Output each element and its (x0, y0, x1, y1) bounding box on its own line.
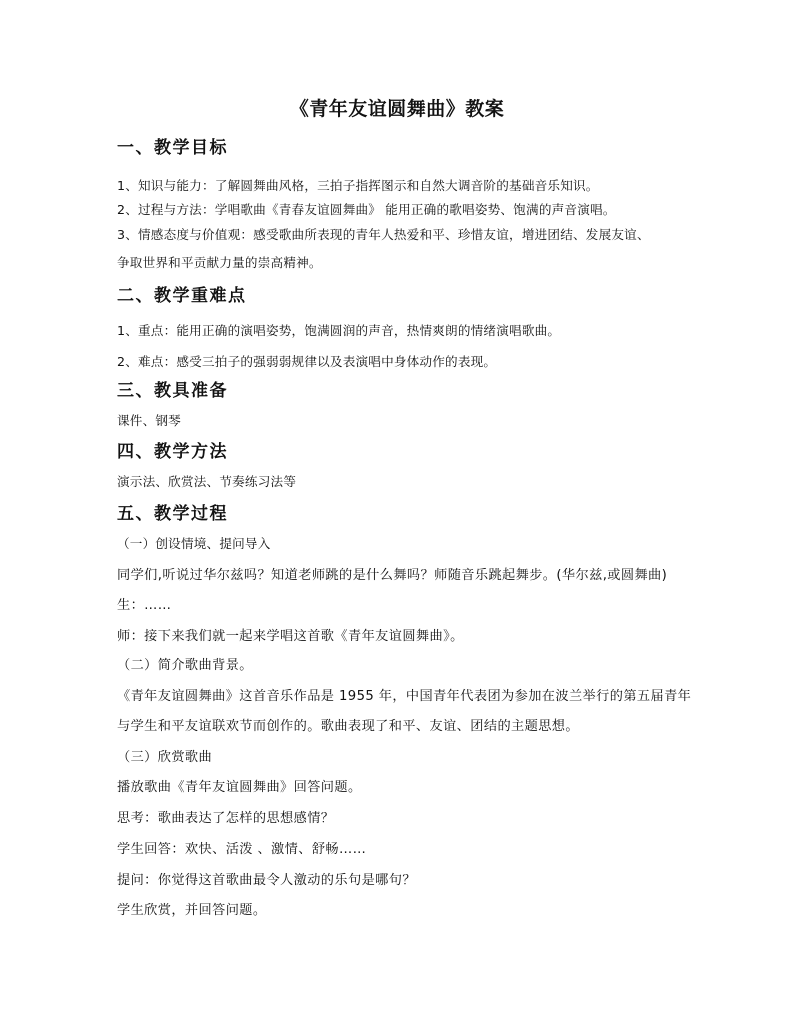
paragraph-line: 提问：你觉得这首歌曲最令人激动的乐句是哪句？ (117, 873, 416, 888)
subsection-heading: （三）欣赏歌曲 (117, 750, 213, 765)
paragraph-line: 同学们,听说过华尔兹吗？知道老师跳的是什么舞吗？师随音乐跳起舞步。(华尔兹,或圆舞曲) (117, 568, 668, 583)
paragraph-line: 1、知识与能力：了解圆舞曲风格，三拍子指挥图示和自然大调音阶的基础音乐知识。 (117, 178, 599, 193)
paragraph-line: 与学生和平友谊联欢节而创作的。歌曲表现了和平、友谊、团结的主题思想。 (117, 719, 579, 734)
paragraph-line: 2、过程与方法：学唱歌曲《青春友谊圆舞曲》 能用正确的歌唱姿势、饱满的声音演唱。 (117, 202, 616, 217)
paragraph-line: 师：接下来我们就一起来学唱这首歌《青年友谊圆舞曲》。 (117, 629, 464, 644)
paragraph-line: 学生欣赏，并回答问题。 (117, 903, 267, 918)
section-heading-teaching-process: 五、教学过程 (117, 504, 228, 524)
section-heading-teaching-aids: 三、教具准备 (117, 381, 228, 401)
paragraph-line: 生：…… (117, 598, 172, 613)
paragraph-line: 争取世界和平贡献力量的崇高精神。 (117, 255, 322, 270)
subsection-heading: （一）创设情境、提问导入 (117, 536, 271, 551)
paragraph-line: 1、重点：能用正确的演唱姿势，饱满圆润的声音，热情爽朗的情绪演唱歌曲。 (117, 323, 561, 338)
paragraph-line: 《青年友谊圆舞曲》这首音乐作品是 1955 年，中国青年代表团为参加在波兰举行的第五届青年 (117, 689, 692, 704)
paragraph-line: 课件、钢琴 (117, 413, 181, 428)
paragraph-line: 2、难点：感受三拍子的强弱弱规律以及表演唱中身体动作的表现。 (117, 354, 497, 369)
paragraph-line: 思考：歌曲表达了怎样的思想感情？ (117, 811, 335, 826)
paragraph-line: 演示法、欣赏法、节奏练习法等 (117, 474, 297, 489)
section-heading-teaching-methods: 四、教学方法 (117, 442, 228, 462)
paragraph-line: 播放歌曲《青年友谊圆舞曲》回答问题。 (117, 780, 362, 795)
paragraph-line: 学生回答：欢快、活泼 、激情、舒畅…… (117, 842, 367, 857)
subsection-heading: （二）简介歌曲背景。 (117, 658, 253, 673)
section-heading-teaching-goals: 一、教学目标 (117, 138, 228, 158)
paragraph-line: 3、情感态度与价值观：感受歌曲所表现的青年人热爱和平、珍惜友谊，增进团结、发展友谊、 (117, 227, 650, 242)
section-heading-key-points: 二、教学重难点 (117, 286, 247, 306)
document-title: 《青年友谊圆舞曲》教案 (289, 98, 505, 120)
